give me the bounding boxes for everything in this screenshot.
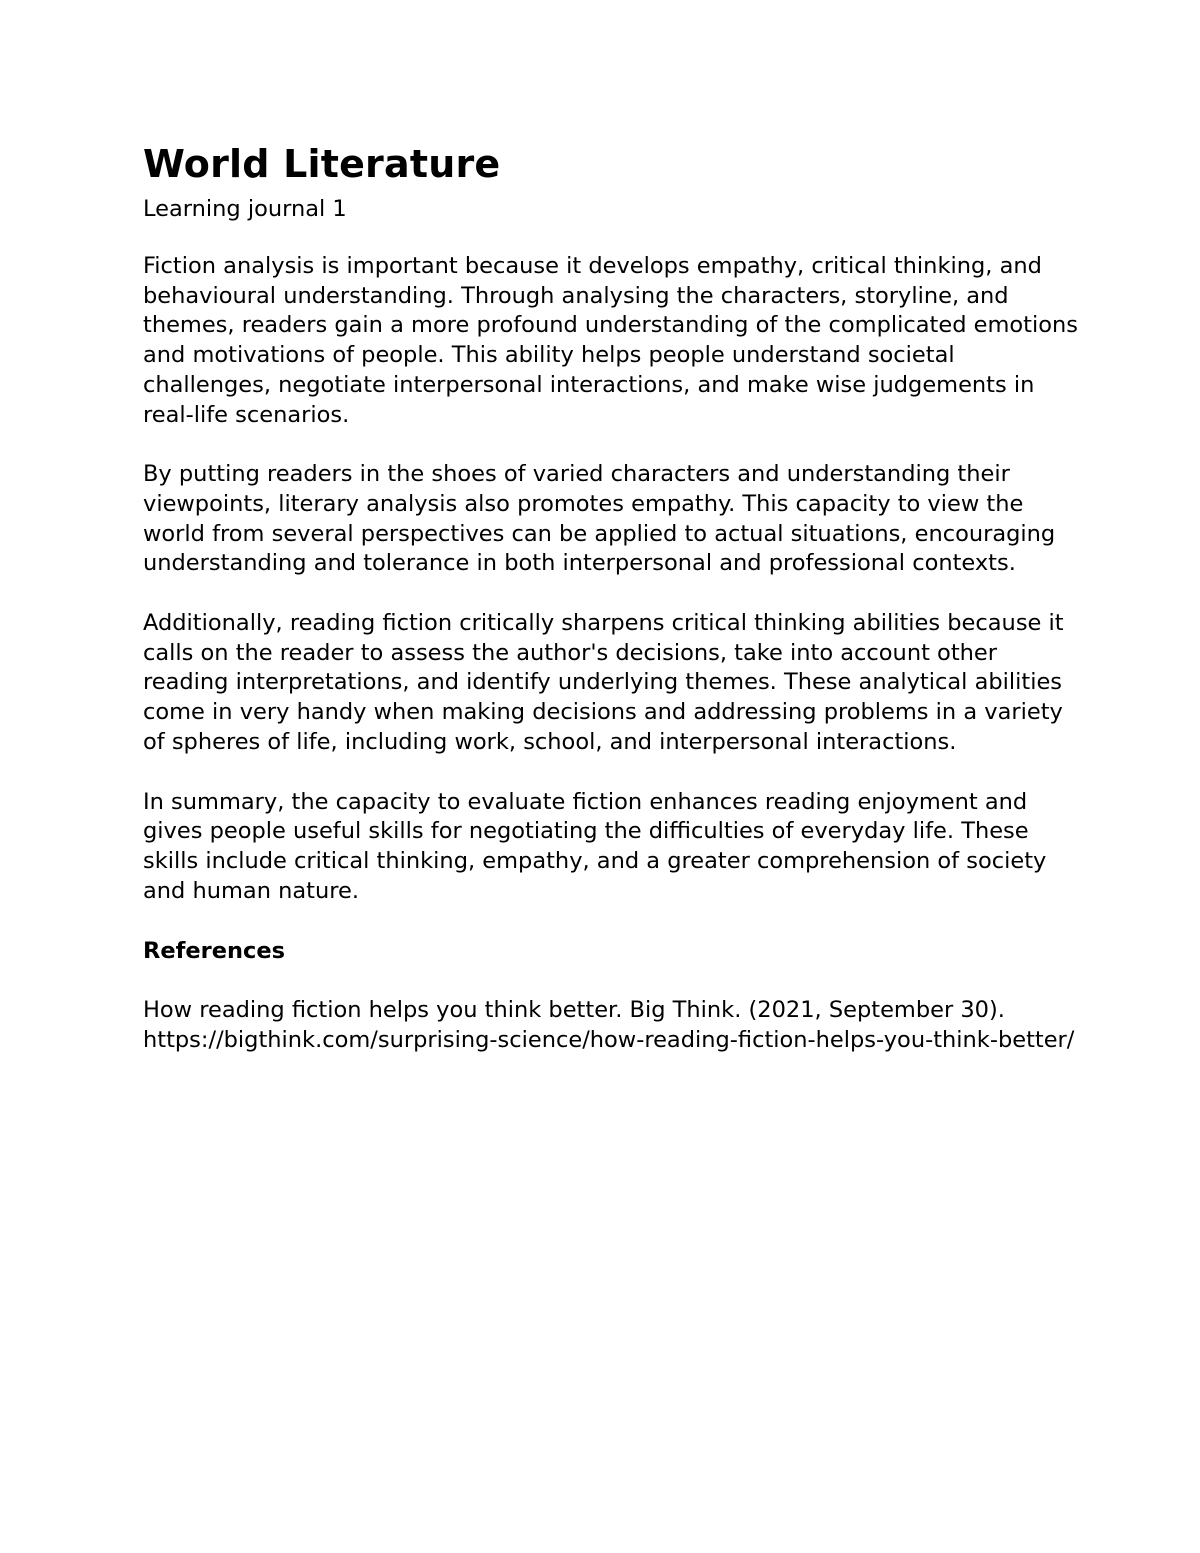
references-heading: References [143,938,285,965]
reference-link[interactable]: https://bigthink.com/surprising-science/how-reading-fiction-helps-you-think-better/ [143,1027,1075,1054]
body-paragraph-3: Additionally, reading fiction critically sharpens critical thinking abilities because it calls on the reader to assess the author's decisions, take into account other reading interpretations, and identify underlying themes. These analytical abilities come in very handy when making decisions and addressing problems in a variety of spheres of life, including work, school, and interpersonal interactions. [143,610,1064,755]
reference-citation: How reading fiction helps you think better. Big Think. (2021, September 30). [143,997,1005,1024]
document-subtitle: Learning journal 1 [143,196,347,222]
body-paragraph-4: In summary, the capacity to evaluate fiction enhances reading enjoyment and gives people useful skills for negotiating the difficulties of everyday life. These skills include critical thinking, empathy, and a greater comprehension of society and human nature. [143,788,1047,904]
body-paragraph-2: By putting readers in the shoes of varied characters and understanding their viewpoints, literary analysis also promotes empathy. This capacity to view the world from several perspectives can be applied to actual situations, encouraging understanding and tolerance in both interpersonal and professional contexts. [143,461,1056,577]
document-page [143,140,1083,1056]
document-title: World Literature [143,142,501,186]
body-paragraph-1: Fiction analysis is important because it develops empathy, critical thinking, and behavioural understanding. Through analysing the characters, storyline, and themes, readers gain a more profound understanding of the complicated emotions and motivations of people. This ability helps people understand societal challenges, negotiate interpersonal interactions, and make wise judgements in real-life scenarios. [143,253,1078,428]
reference-entry [143,996,1083,1055]
